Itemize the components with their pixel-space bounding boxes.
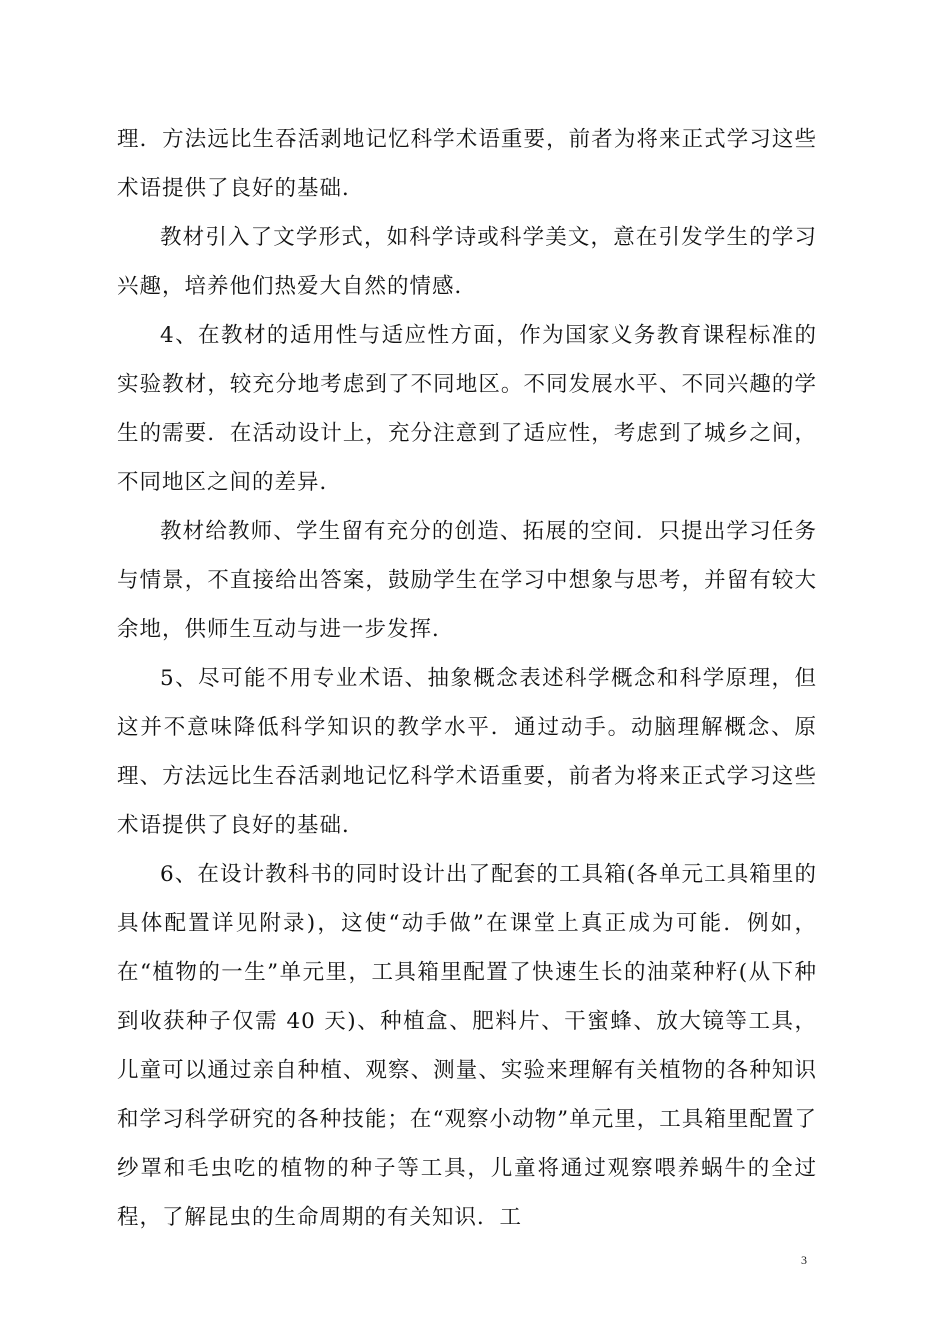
paragraph-creative-space: 教材给教师、学生留有充分的创造、拓展的空间．只提出学习任务与情景，不直接给出答案，鼓励学生在学习中想象与思考，并留有较大余地，供师生互动与进一步发挥． <box>117 519 817 642</box>
paragraph-continuation: 理．方法远比生吞活剥地记忆科学术语重要，前者为将来正式学习这些术语提供了良好的基础． <box>117 127 817 201</box>
page-number: 3 <box>801 1253 807 1267</box>
document-body <box>117 115 817 1242</box>
paragraph-item-4: 4、在教材的适用性与适应性方面，作为国家义务教育课程标准的实验教材，较充分地考虑到了不同地区。不同发展水平、不同兴趣的学生的需要．在活动设计上，充分注意到了适应性，考虑到了城乡之间，不同地区之间的差异． <box>117 323 817 495</box>
paragraph-literary-forms: 教材引入了文学形式，如科学诗或科学美文，意在引发学生的学习兴趣，培养他们热爱大自然的情感． <box>117 225 817 299</box>
paragraph-item-5: 5、尽可能不用专业术语、抽象概念表述科学概念和科学原理，但这并不意味降低科学知识的教学水平．通过动手。动脑理解概念、原理、方法远比生吞活剥地记忆科学术语重要，前者为将来正式学习这些术语提供了良好的基础． <box>117 666 817 838</box>
paragraph-item-6: 6、在设计教科书的同时设计出了配套的工具箱(各单元工具箱里的具体配置详见附录)，这使“动手做”在课堂上真正成为可能．例如，在“植物的一生”单元里，工具箱里配置了快速生长的油菜种籽(从下种到收获种子仅需 40 天)、种植盒、肥料片、干蜜蜂、放大镜等工具，儿童可以通过亲自种植、观察、测量、实验来理解有关植物的各种知识和学习科学研究的各种技能；在“观察小动物”单元里，工具箱里配置了纱罩和毛虫吃的植物的种子等工具，儿童将通过观察喂养蜗牛的全过程，了解昆虫的生命周期的有关知识．工 <box>117 862 817 1230</box>
